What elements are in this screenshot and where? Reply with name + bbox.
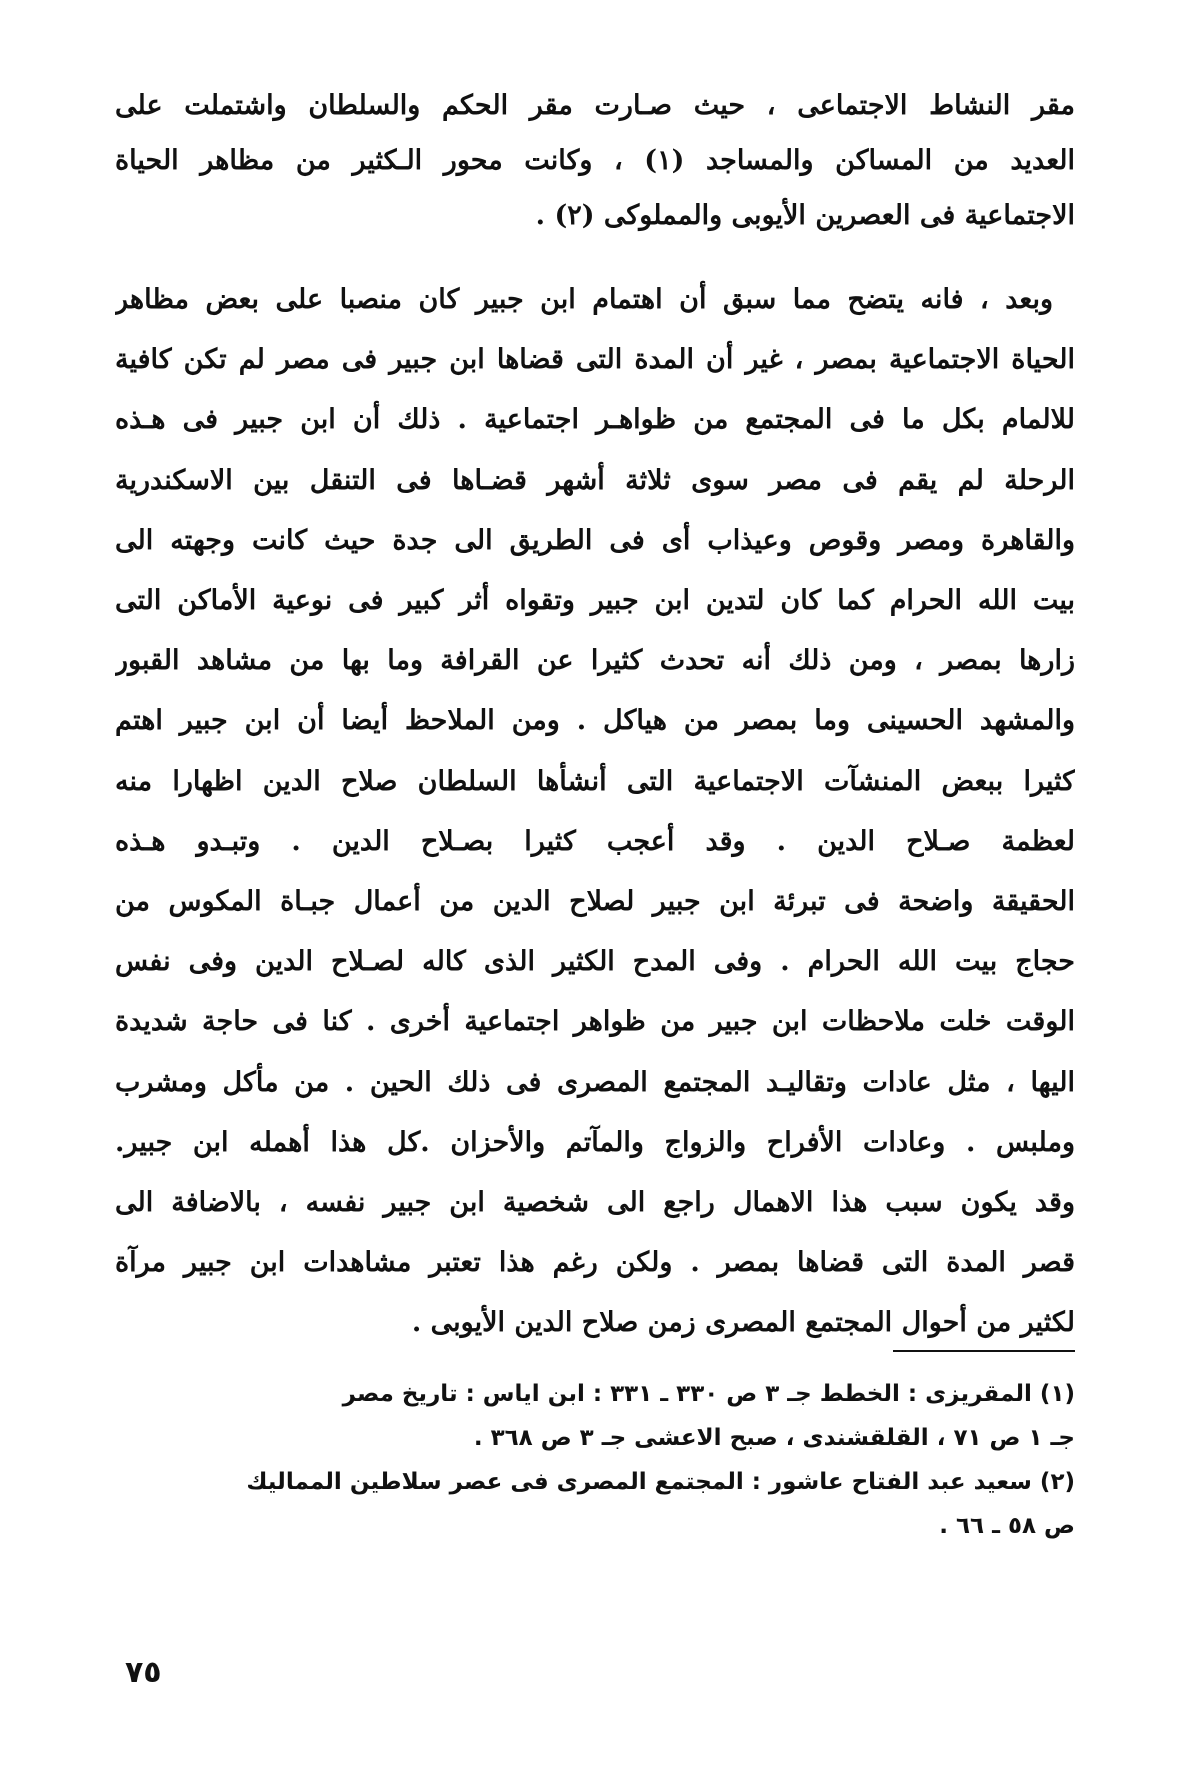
paragraph-line: لكثير من أحوال المجتمع المصرى زمن صلاح الدين الأيوبى . (411, 1307, 1075, 1339)
paragraph-line: وملبس . وعادات الأفراح والزواج والمآتم والأحزان .كل هذا أهمله ابن جبير. (115, 1126, 1075, 1158)
footnote-2-continued: ص ٥٨ ـ ٦٦ . (939, 1513, 1075, 1539)
paragraph-1 (115, 78, 1075, 243)
footnote-2: (٢) سعيد عبد الفتاح عاشور : المجتمع المصرى فى عصر سلاطين المماليك (246, 1469, 1075, 1495)
paragraph-line: العديد من المساكن والمساجد (١) ، وكانت محور الـكثير من مظاهر الحياة (115, 145, 1075, 176)
paragraph-line: زارها بمصر ، ومن ذلك أنه تحدث كثيرا عن القرافة وما بها من مشاهد القبور (115, 645, 1075, 677)
paragraph-line: الحياة الاجتماعية بمصر ، غير أن المدة التى قضاها ابن جبير فى مصر لم تكن كافية (115, 344, 1075, 376)
footnote-1-continued: جـ ١ ص ٧١ ، القلقشندى ، صبح الاعشى جـ ٣ ص ٣٦٨ . (473, 1425, 1075, 1451)
paragraph-line: الاجتماعية فى العصرين الأيوبى والمملوكى (٢) . (535, 200, 1075, 231)
paragraph-line: لعظمة صـلاح الدين . وقد أعجب كثيرا بصـلاح الدين . وتبـدو هـذه (115, 825, 1075, 857)
paragraph-line: اليها ، مثل عادات وتقاليـد المجتمع المصرى فى ذلك الحين . من مأكل ومشرب (115, 1066, 1075, 1098)
page-number: ٧٥ (125, 1655, 162, 1690)
paragraph-line: للالمام بكل ما فى المجتمع من ظواهـر اجتماعية . ذلك أن ابن جبير فى هـذه (115, 404, 1075, 436)
paragraph-line: والمشهد الحسينى وما بمصر من هياكل . ومن الملاحظ أيضا أن ابن جبير اهتم (115, 705, 1075, 737)
paragraph-line: بيت الله الحرام كما كان لتدين ابن جبير وتقواه أثر كبير فى نوعية الأماكن التى (115, 585, 1075, 617)
paragraph-line: الحقيقة واضحة فى تبرئة ابن جبير لصلاح الدين من أعمال جبـاة المكوس من (115, 886, 1075, 918)
footnote-1: (١) المقريزى : الخطط جـ ٣ ص ٣٣٠ ـ ٣٣١ : ابن اياس : تاريخ مصر (342, 1381, 1075, 1407)
paragraph-line: والقاهرة ومصر وقوص وعيذاب أى فى الطريق الى جدة حيث كانت وجهته الى (115, 524, 1075, 556)
paragraph-line: كثيرا ببعض المنشآت الاجتماعية التى أنشأها السلطان صلاح الدين اظهارا منه (115, 765, 1075, 797)
paragraph-2 (115, 270, 1075, 1354)
paragraph-line: وقد يكون سبب هذا الاهمال راجع الى شخصية ابن جبير نفسه ، بالاضافة الى (115, 1187, 1075, 1219)
paragraph-line: حجاج بيت الله الحرام . وفى المدح الكثير الذى كاله لصـلاح الدين وفى نفس (115, 946, 1075, 978)
footnotes (115, 1372, 1075, 1548)
paragraph-line: الرحلة لم يقم فى مصر سوى ثلاثة أشهر قضـاها فى التنقل بين الاسكندرية (115, 464, 1075, 496)
paragraph-line: قصر المدة التى قضاها بمصر . ولكن رغم هذا تعتبر مشاهدات ابن جبير مرآة (115, 1247, 1075, 1279)
paragraph-line: مقر النشاط الاجتماعى ، حيث صـارت مقر الحكم والسلطان واشتملت على (115, 90, 1075, 121)
paragraph-line: الوقت خلت ملاحظات ابن جبير من ظواهر اجتماعية أخرى . كنا فى حاجة شديدة (115, 1006, 1075, 1038)
paragraph-line: وبعد ، فانه يتضح مما سبق أن اهتمام ابن جبير كان منصبا على بعض مظاهر (115, 284, 1053, 315)
footnote-divider (893, 1350, 1075, 1352)
